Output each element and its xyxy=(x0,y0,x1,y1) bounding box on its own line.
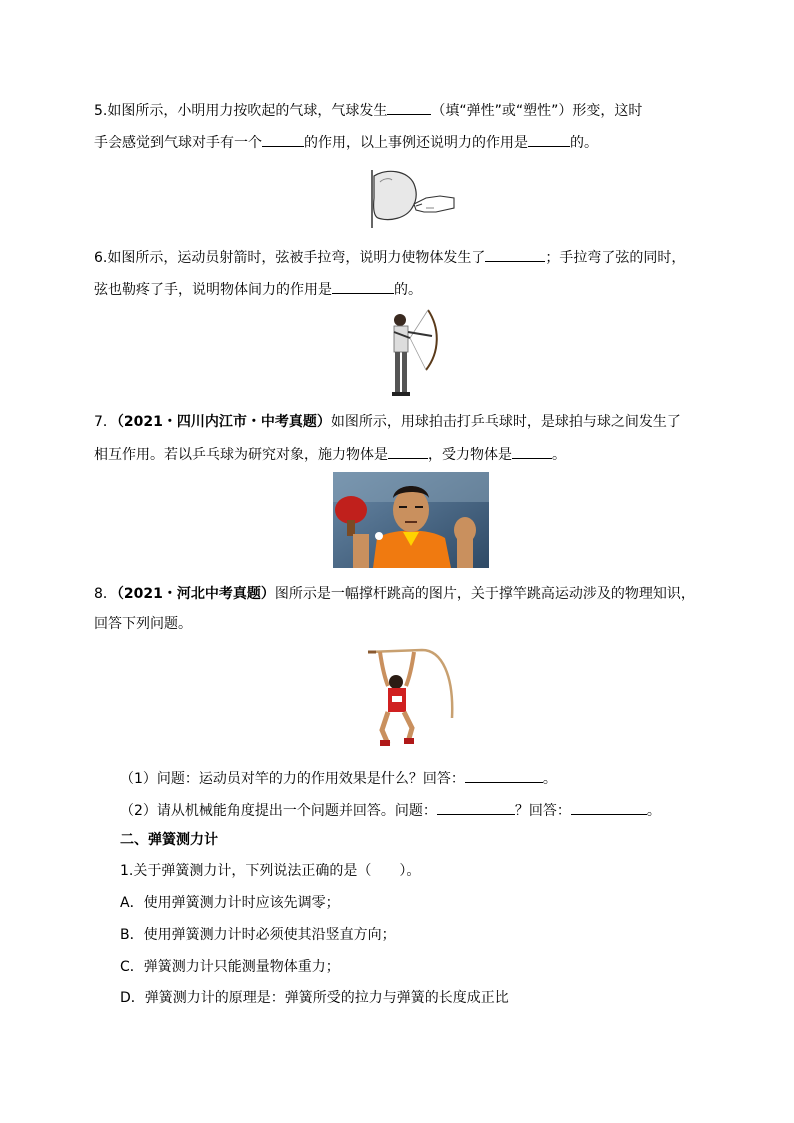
option-c: C．弹簧测力计只能测量物体重力； xyxy=(120,959,340,975)
table-tennis-photo xyxy=(333,472,489,568)
q7-line1: 7．（2021・四川内江市・中考真题）如图所示，用球拍击打乒乓球时，是球拍与球之间发生了 xyxy=(94,414,681,430)
answer-blank xyxy=(485,247,545,262)
q8-sub2: （2）请从机械能角度提出一个问题并回答。问题： ？回答： 。 xyxy=(120,800,661,821)
q5-line2: 手会感觉到气球对手有一个 的作用，以上事例还说明力的作用是 的。 xyxy=(94,132,598,153)
answer-blank xyxy=(387,100,431,115)
answer-blank xyxy=(437,800,515,815)
answer-blank xyxy=(512,444,552,459)
option-b: B．使用弹簧测力计时必须使其沿竖直方向； xyxy=(120,927,396,943)
balloon-hand-figure xyxy=(366,168,456,230)
answer-blank xyxy=(571,800,647,815)
answer-blank xyxy=(332,279,394,294)
q5-line1: 5.如图所示，小明用力按吹起的气球，气球发生 （填“弹性”或“塑性”）形变，这时 xyxy=(94,100,642,121)
q8-sub1: （1）问题：运动员对竿的力的作用效果是什么？回答： 。 xyxy=(120,768,557,789)
q1-stem: 1.关于弹簧测力计，下列说法正确的是（ ）。 xyxy=(120,863,421,879)
option-a: A．使用弹簧测力计时应该先调零； xyxy=(120,895,340,911)
answer-blank xyxy=(528,132,570,147)
q6-line2: 弦也勒疼了手，说明物体间力的作用是 的。 xyxy=(94,279,422,300)
option-d: D．弹簧测力计的原理是：弹簧所受的拉力与弹簧的长度成正比 xyxy=(120,990,509,1006)
section-heading: 二、弹簧测力计 xyxy=(120,832,218,848)
q8-line2: 回答下列问题。 xyxy=(94,616,192,632)
q7-line2: 相互作用。若以乒乓球为研究对象，施力物体是 ，受力物体是 。 xyxy=(94,444,566,465)
q8-line1: 8．（2021・河北中考真题）图所示是一幅撑杆跳高的图片，关于撑竿跳高运动涉及的物理知识， xyxy=(94,586,695,602)
answer-blank xyxy=(465,768,543,783)
answer-blank xyxy=(262,132,304,147)
pole-vault-photo xyxy=(366,646,458,750)
answer-blank xyxy=(388,444,428,459)
q6-line1: 6.如图所示，运动员射箭时，弦被手拉弯，说明力使物体发生了 ；手拉弯了弦的同时， xyxy=(94,247,685,268)
archer-figure xyxy=(386,308,438,398)
